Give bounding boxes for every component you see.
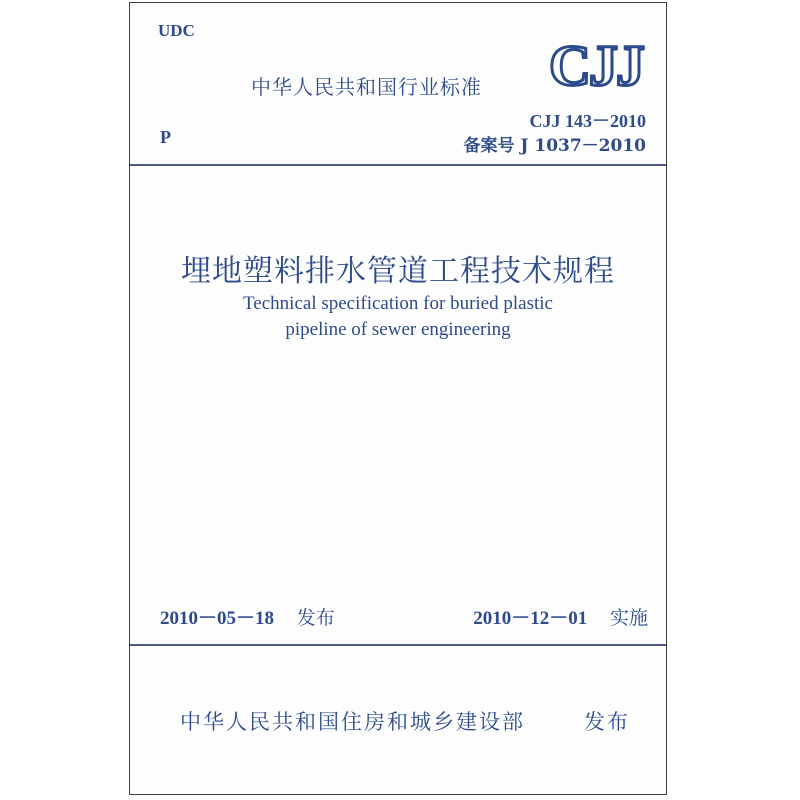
issue-label: 发布 [296, 607, 335, 629]
issue-date: 2010－05－18 [160, 608, 275, 629]
udc-label: UDC [158, 21, 195, 40]
title-chinese: 埋地塑料排水管道工程技术规程 [181, 254, 615, 289]
cjj-logo [546, 33, 646, 93]
title-english-line2: pipeline of sewer engineering [285, 319, 511, 340]
implement-date-block [473, 603, 648, 630]
top-divider [130, 164, 666, 166]
implement-date: 2010－12－01 [473, 608, 588, 629]
record-number: 备案号 J 1037－2010 [463, 136, 646, 156]
book-cover [129, 2, 667, 795]
standard-number: CJJ 143－2010 [529, 111, 646, 131]
svg-text:CJJ: CJJ [549, 33, 643, 93]
classification-code: P [160, 127, 171, 147]
bottom-divider [130, 644, 666, 646]
title-english-line1: Technical specification for buried plastic [243, 293, 553, 314]
implement-label: 实施 [609, 607, 648, 629]
industry-standard-heading: 中华人民共和国行业标准 [251, 75, 482, 99]
issue-date-block [160, 603, 335, 630]
publisher-name: 中华人民共和国住房和城乡建设部 [180, 710, 525, 734]
publisher-verb: 发布 [584, 710, 630, 734]
